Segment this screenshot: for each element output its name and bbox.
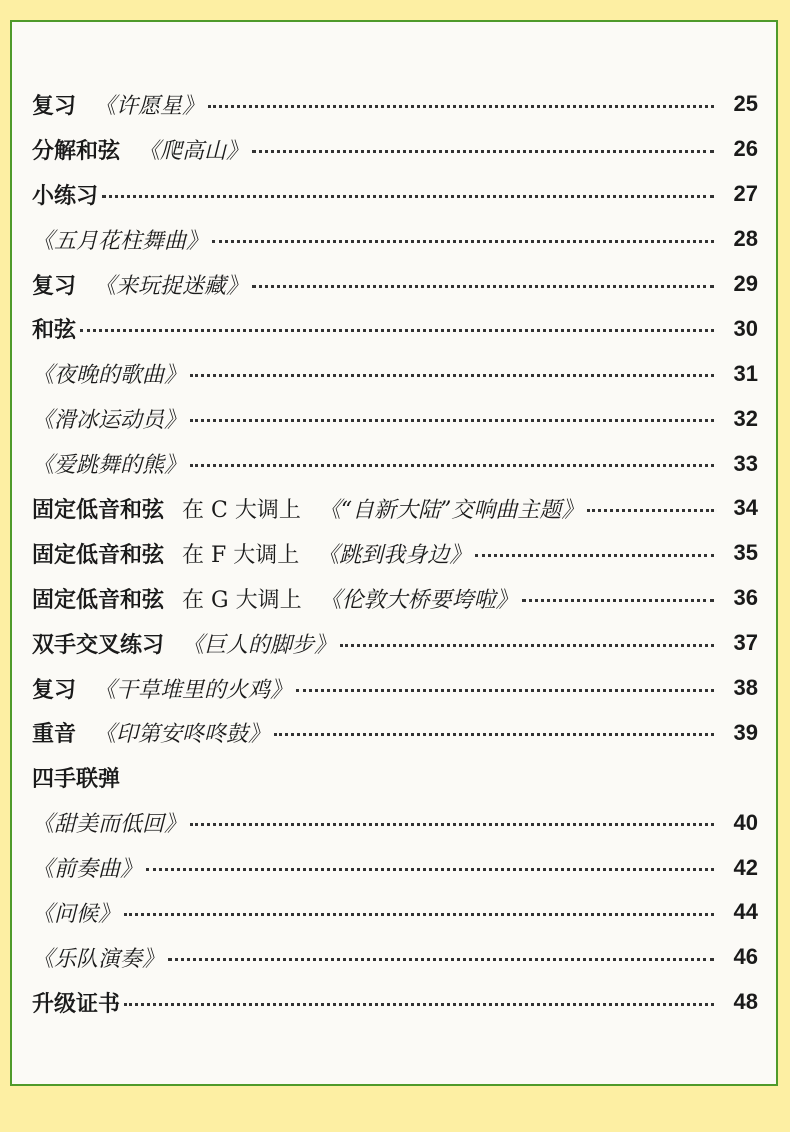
dot-leader [168, 958, 714, 961]
dot-leader [252, 285, 714, 288]
toc-entry-title [32, 628, 336, 659]
toc-entry-title [32, 224, 208, 255]
toc-row [12, 531, 776, 576]
page-number: 28 [733, 226, 758, 252]
toc-entry-title [32, 897, 120, 928]
toc-entry-text: 《乐队演奏》 [32, 946, 165, 972]
toc-entry-title [32, 807, 186, 838]
toc-entry-text: 复习 [32, 677, 77, 703]
toc-row [12, 755, 776, 800]
toc-entry-text: 分解和弦 [32, 138, 121, 164]
toc-entry-text: 在 G 大调上 [182, 587, 302, 613]
toc-entry-title [32, 852, 142, 883]
toc-entry-text: 重音 [32, 722, 77, 748]
toc-row [12, 621, 776, 666]
toc-row [12, 710, 776, 755]
toc-entry-text: 在 C 大调上 [182, 497, 301, 523]
toc-entry-text: 《跳到我身边》 [317, 542, 472, 568]
toc-entry-text: 固定低音和弦 [32, 587, 165, 613]
toc-entry-title [32, 313, 76, 344]
table-of-contents [12, 82, 776, 1025]
toc-entry-text: 《干草堆里的火鸡》 [94, 677, 293, 703]
toc-row [12, 576, 776, 621]
toc-entry-title [32, 134, 248, 165]
page-number: 34 [733, 495, 758, 521]
toc-entry-title [32, 493, 583, 524]
page-number: 44 [733, 899, 758, 925]
toc-row [12, 306, 776, 351]
page-number: 36 [733, 585, 758, 611]
dot-leader [190, 823, 714, 826]
page-number: 25 [733, 91, 758, 117]
toc-entry-title [32, 942, 164, 973]
toc-entry-text: 《爬高山》 [138, 138, 249, 164]
toc-row [12, 127, 776, 172]
toc-entry-title [32, 987, 120, 1018]
toc-entry-text: 《许愿星》 [94, 93, 205, 119]
toc-entry-title [32, 717, 270, 748]
toc-entry-text: 复习 [32, 273, 77, 299]
toc-entry-text: 小练习 [32, 183, 99, 209]
toc-entry-title [32, 583, 518, 614]
dot-leader [146, 868, 714, 871]
toc-entry-text: 和弦 [32, 318, 77, 344]
toc-row [12, 666, 776, 711]
toc-row [12, 172, 776, 217]
dot-leader [340, 644, 714, 647]
toc-row [12, 980, 776, 1025]
toc-entry-title [32, 358, 186, 389]
page-number: 39 [733, 719, 758, 745]
toc-entry-text: 固定低音和弦 [32, 497, 165, 523]
toc-entry-text: 四手联弹 [32, 767, 121, 793]
toc-row [12, 800, 776, 845]
page-number: 38 [733, 675, 758, 701]
toc-entry-text: 《夜晚的歌曲》 [32, 363, 187, 389]
toc-entry-title [32, 269, 248, 300]
toc-entry-text: 《滑冰运动员》 [32, 408, 187, 434]
toc-entry-title [32, 403, 186, 434]
toc-entry-text: 复习 [32, 93, 77, 119]
page-number: 30 [733, 315, 758, 341]
toc-entry-title [32, 673, 292, 704]
toc-entry-title [32, 538, 471, 569]
dot-leader [190, 419, 714, 422]
toc-row [12, 441, 776, 486]
dot-leader [522, 599, 714, 602]
toc-entry-title [32, 179, 98, 210]
dot-leader [190, 374, 714, 377]
page-number: 31 [733, 360, 758, 386]
toc-entry-text: 《前奏曲》 [32, 857, 143, 883]
page-number: 32 [733, 405, 758, 431]
toc-entry-title [32, 448, 186, 479]
dot-leader [80, 329, 714, 332]
toc-page [10, 20, 778, 1086]
toc-row [12, 351, 776, 396]
page-number: 27 [733, 181, 758, 207]
dot-leader [274, 733, 714, 736]
toc-entry-text: 《爱跳舞的熊》 [32, 453, 187, 479]
page-number: 40 [733, 809, 758, 835]
toc-entry-text: 《五月花柱舞曲》 [32, 228, 209, 254]
dot-leader [208, 105, 714, 108]
dot-leader [212, 240, 714, 243]
toc-entry-title [32, 89, 204, 120]
toc-entry-text: 《伦敦大桥要垮啦》 [319, 587, 518, 613]
toc-entry-text: 《来玩捉迷藏》 [94, 273, 249, 299]
page-number: 46 [733, 944, 758, 970]
toc-row [12, 82, 776, 127]
dot-leader [124, 1003, 714, 1006]
toc-entry-text: 《“自新大陆”交响曲主题》 [318, 497, 584, 523]
page-number: 26 [733, 136, 758, 162]
page-number: 37 [733, 630, 758, 656]
dot-leader [102, 195, 714, 198]
toc-entry-text: 在 F 大调上 [182, 542, 300, 568]
toc-entry-text: 《问候》 [32, 901, 121, 927]
toc-entry-text: 《巨人的脚步》 [182, 632, 337, 658]
toc-row [12, 262, 776, 307]
dot-leader [296, 689, 714, 692]
toc-row [12, 217, 776, 262]
toc-entry-text: 升级证书 [32, 991, 121, 1017]
page-number: 29 [733, 271, 758, 296]
toc-entry-title [32, 762, 120, 793]
page-number: 33 [733, 450, 758, 476]
dot-leader [587, 509, 714, 512]
toc-row [12, 935, 776, 980]
dot-leader [475, 554, 714, 557]
page-number: 42 [733, 854, 758, 880]
toc-entry-text: 《印第安咚咚鼓》 [94, 722, 271, 748]
toc-row [12, 890, 776, 935]
toc-entry-text: 《甜美而低回》 [32, 812, 187, 838]
page-number: 35 [733, 540, 758, 566]
toc-row [12, 486, 776, 531]
dot-leader [124, 913, 714, 916]
page-number: 48 [733, 989, 758, 1015]
toc-row [12, 396, 776, 441]
dot-leader [190, 464, 714, 467]
toc-row [12, 845, 776, 890]
toc-entry-text: 固定低音和弦 [32, 542, 165, 568]
toc-entry-text: 双手交叉练习 [32, 632, 165, 658]
dot-leader [252, 150, 714, 153]
